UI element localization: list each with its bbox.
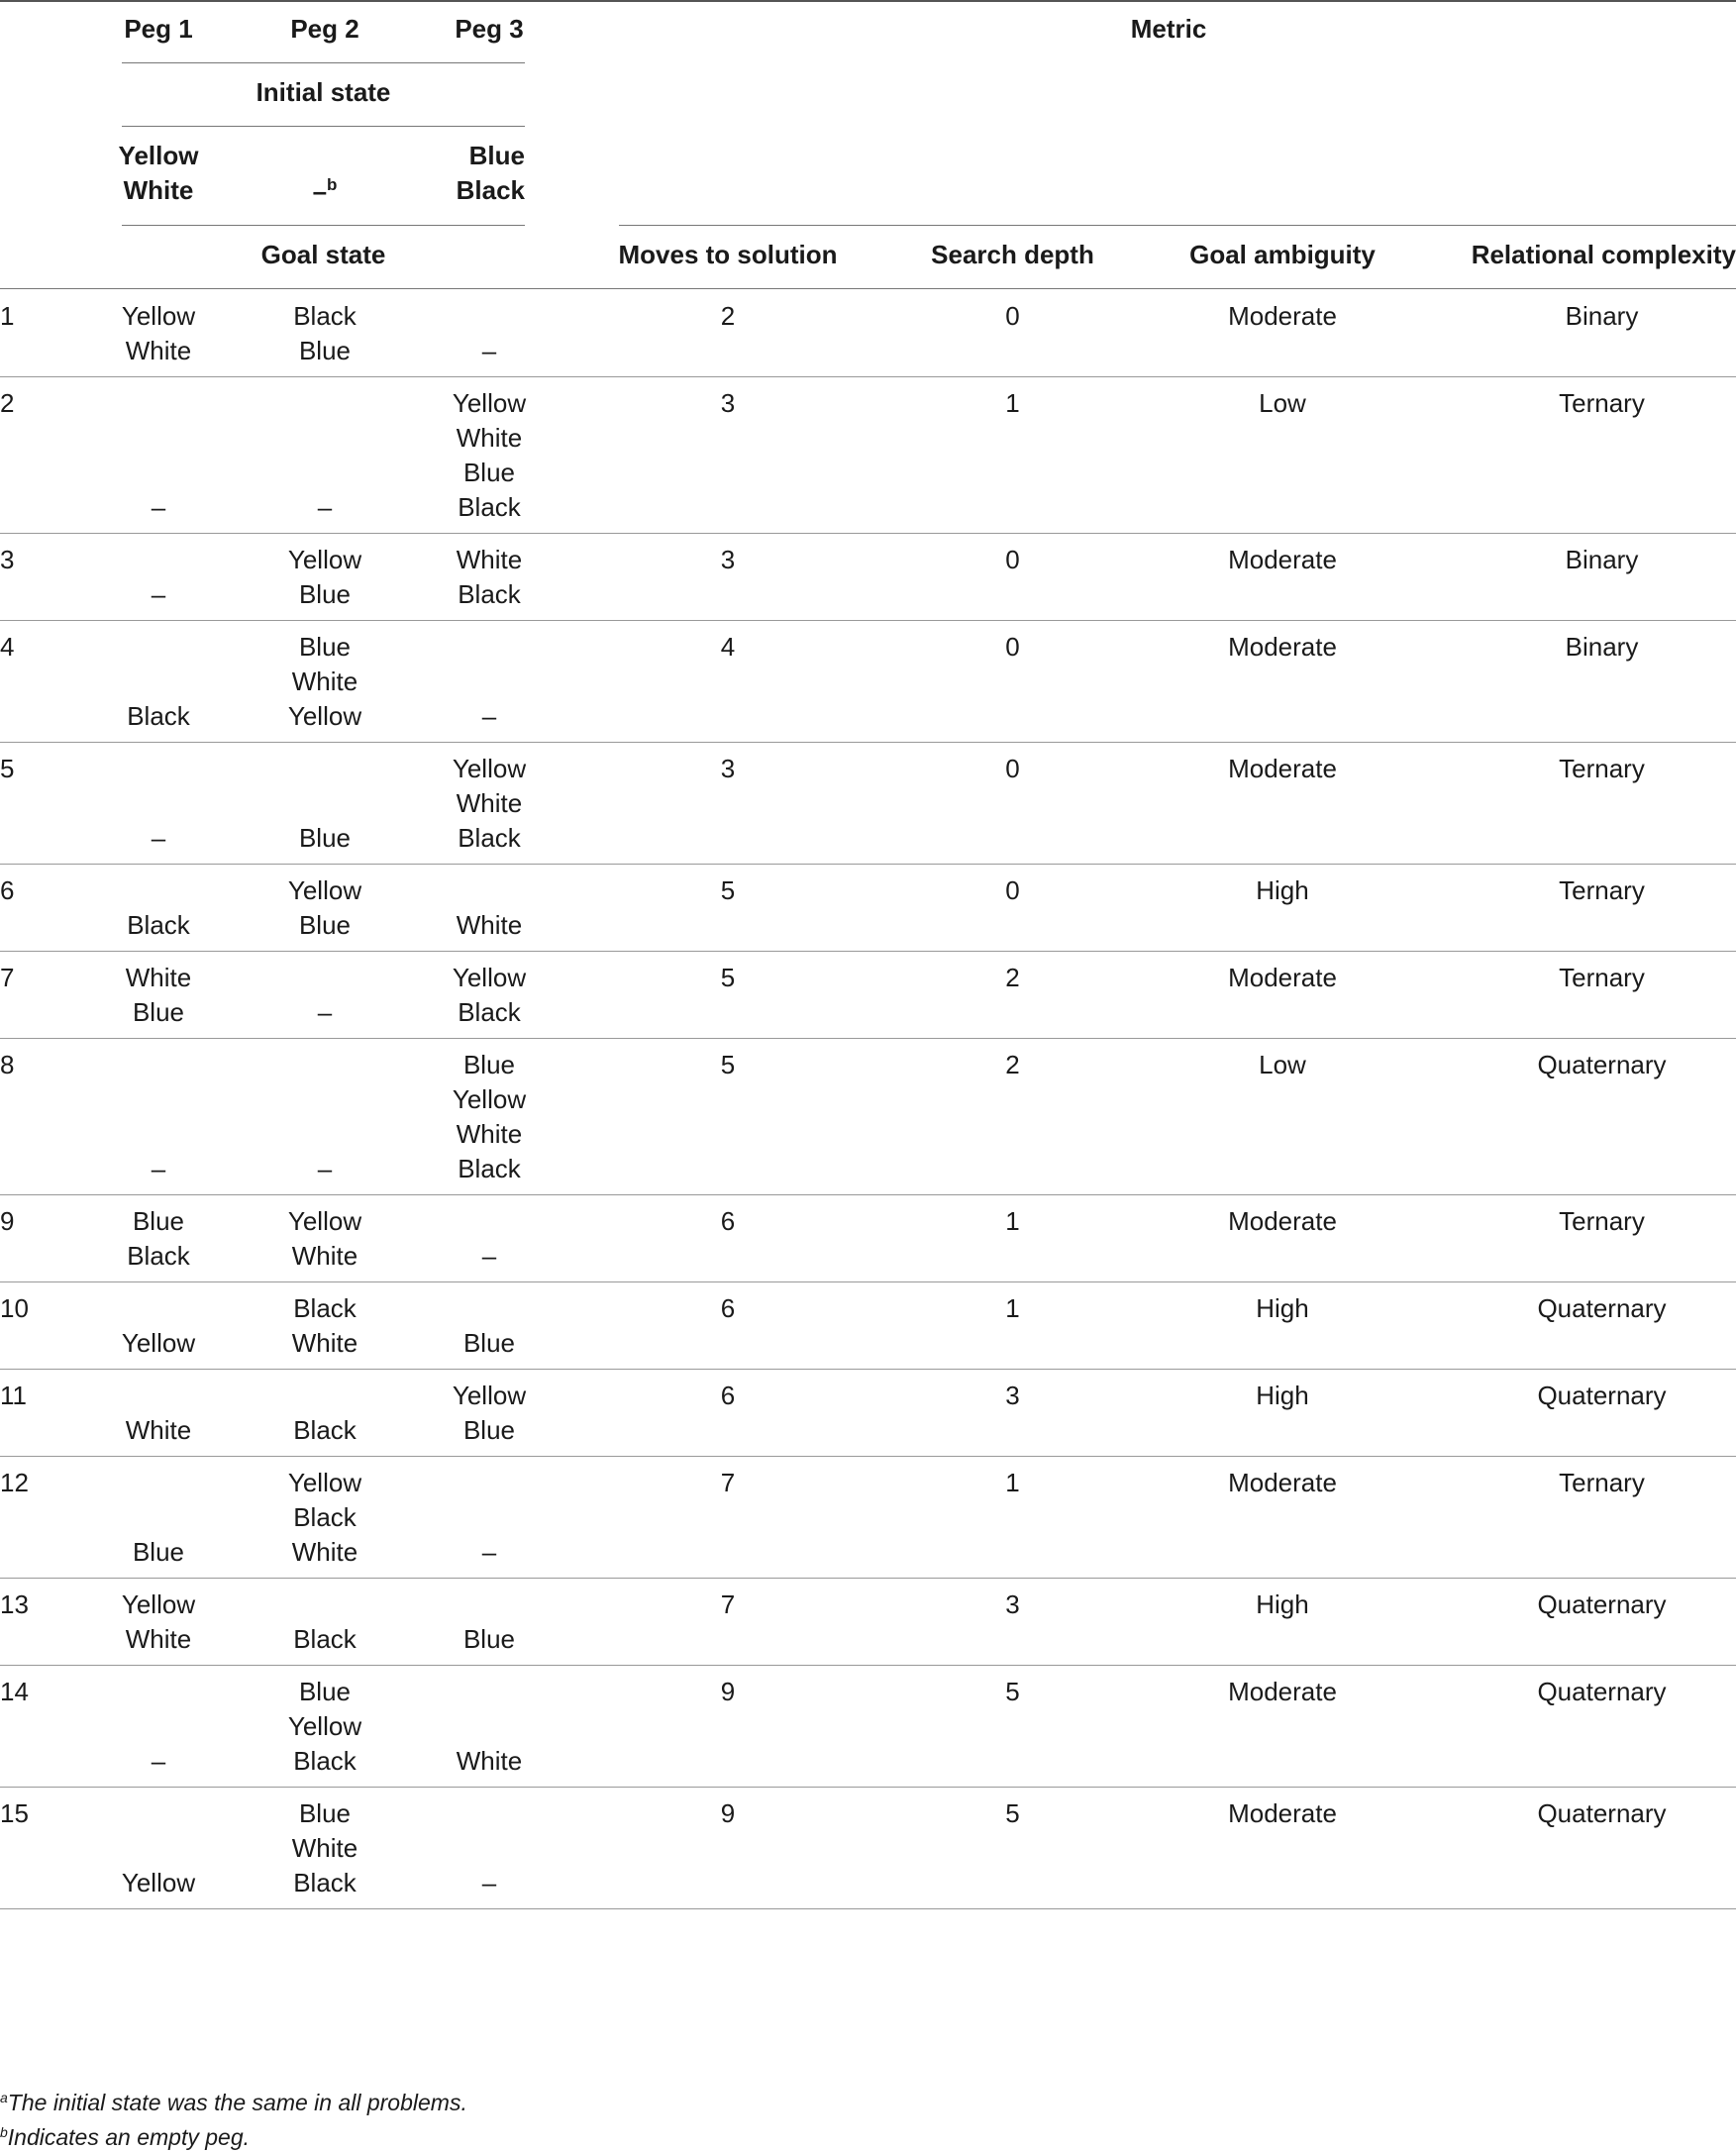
peg2-goal-item: Black [293, 301, 357, 331]
moves-to-solution-value: 5 [720, 963, 736, 992]
peg3-goal-item: Yellow [452, 754, 527, 783]
moves-to-solution-value: 4 [720, 632, 736, 662]
problem-number: 15 [0, 1798, 29, 1828]
peg2-goal-item: White [291, 1537, 358, 1567]
relational-complexity-value: Quaternary [1537, 1798, 1667, 1828]
peg2-goal-item: White [291, 666, 358, 696]
relational-complexity-value: Quaternary [1537, 1293, 1667, 1323]
search-depth-value: 0 [1005, 545, 1020, 574]
peg3-goal-item: – [481, 336, 497, 365]
peg2-goal-item: Black [293, 1868, 357, 1897]
search-depth-value: 2 [1005, 963, 1020, 992]
moves-to-solution-value: 9 [720, 1798, 736, 1828]
moves-to-solution-value: 6 [720, 1206, 736, 1236]
peg3-goal-item: Black [458, 997, 521, 1027]
search-depth-value: 1 [1005, 1206, 1020, 1236]
peg2-goal-item: Blue [298, 336, 352, 365]
search-depth-value: 0 [1005, 875, 1020, 905]
peg2-goal-item: Yellow [287, 1468, 362, 1497]
peg3-goal-item: Blue [462, 1624, 516, 1654]
peg3-goal-item: White [456, 910, 523, 940]
relational-complexity-value: Binary [1565, 632, 1639, 662]
peg1-goal-item: Yellow [121, 1589, 196, 1619]
moves-to-solution-value: 7 [720, 1589, 736, 1619]
peg2-goal-item: Yellow [287, 701, 362, 731]
header-metric: Metric [1130, 14, 1207, 44]
header-goal-state: Goal state [260, 240, 386, 269]
search-depth-value: 3 [1005, 1589, 1020, 1619]
search-depth-value: 1 [1005, 1293, 1020, 1323]
problem-number: 8 [0, 1050, 15, 1079]
moves-to-solution-value: 3 [720, 754, 736, 783]
peg2-goal-item: Blue [298, 823, 352, 853]
problem-number: 4 [0, 632, 15, 662]
moves-to-solution-value: 9 [720, 1677, 736, 1706]
peg3-goal-item: – [481, 1868, 497, 1897]
peg3-goal-item: Blue [462, 1328, 516, 1358]
peg3-goal-item: Black [458, 823, 521, 853]
header-peg1: Peg 1 [124, 14, 193, 44]
peg1-goal-item: White [125, 1624, 192, 1654]
moves-to-solution-value: 7 [720, 1468, 736, 1497]
problem-number: 11 [0, 1381, 27, 1410]
problem-number: 1 [0, 301, 15, 331]
relational-complexity-value: Binary [1565, 545, 1639, 574]
peg2-goal-item: White [291, 1833, 358, 1863]
peg2-goal-item: Yellow [287, 545, 362, 574]
search-depth-value: 0 [1005, 632, 1020, 662]
search-depth-value: 0 [1005, 301, 1020, 331]
peg3-goal-item: White [456, 423, 523, 453]
search-depth-value: 3 [1005, 1381, 1020, 1410]
peg3-goal-item: Black [458, 1154, 521, 1183]
initial-peg2-empty: –$^b$ [312, 175, 338, 206]
peg1-goal-item: – [151, 492, 166, 522]
peg3-goal-item: Blue [462, 1415, 516, 1445]
goal-ambiguity-value: Low [1259, 388, 1306, 418]
relational-complexity-value: Ternary [1559, 1206, 1645, 1236]
initial-state-rule-bottom [122, 126, 525, 127]
peg1-goal-item: Yellow [121, 301, 196, 331]
goal-ambiguity-value: Moderate [1228, 632, 1337, 662]
relational-complexity-value: Quaternary [1537, 1677, 1667, 1706]
problem-number: 6 [0, 875, 15, 905]
peg2-goal-item: Blue [298, 579, 352, 609]
peg2-goal-item: Yellow [287, 1206, 362, 1236]
problem-number: 13 [0, 1589, 29, 1619]
peg2-goal-item: Black [293, 1293, 357, 1323]
header-relational-complexity: Relational complexity [1471, 240, 1736, 269]
peg2-goal-item: Black [293, 1746, 357, 1776]
relational-complexity-value: Ternary [1559, 875, 1645, 905]
peg2-goal-item: Blue [298, 1798, 352, 1828]
initial-peg1-item-1: White [123, 175, 194, 205]
peg2-goal-item: Yellow [287, 1711, 362, 1741]
peg1-goal-item: White [125, 336, 192, 365]
peg2-goal-item: Black [293, 1415, 357, 1445]
peg3-goal-item: Black [458, 579, 521, 609]
goal-ambiguity-value: Moderate [1228, 1677, 1337, 1706]
peg1-goal-item: Black [127, 701, 190, 731]
peg2-goal-item: – [317, 997, 333, 1027]
goal-ambiguity-value: Moderate [1228, 1206, 1337, 1236]
peg1-goal-item: – [151, 1154, 166, 1183]
goal-ambiguity-value: Moderate [1228, 1798, 1337, 1828]
peg3-goal-item: White [456, 1746, 523, 1776]
peg3-goal-item: White [456, 1119, 523, 1149]
peg2-goal-item: Blue [298, 1677, 352, 1706]
moves-to-solution-value: 5 [720, 875, 736, 905]
relational-complexity-value: Ternary [1559, 963, 1645, 992]
moves-to-solution-value: 6 [720, 1381, 736, 1410]
header-goal-ambiguity: Goal ambiguity [1189, 240, 1376, 269]
relational-complexity-value: Quaternary [1537, 1589, 1667, 1619]
initial-state-rule-top [122, 62, 525, 63]
goal-ambiguity-value: High [1256, 1381, 1309, 1410]
header-peg2: Peg 2 [290, 14, 359, 44]
peg1-goal-item: – [151, 579, 166, 609]
peg2-goal-item: Black [293, 1624, 357, 1654]
peg1-goal-item: – [151, 823, 166, 853]
problem-number: 9 [0, 1206, 15, 1236]
peg2-goal-item: Blue [298, 632, 352, 662]
peg1-goal-item: Blue [132, 1206, 185, 1236]
problem-number: 2 [0, 388, 15, 418]
goal-ambiguity-value: Moderate [1228, 754, 1337, 783]
peg1-goal-item: – [151, 1746, 166, 1776]
header-search-depth: Search depth [931, 240, 1094, 269]
search-depth-value: 0 [1005, 754, 1020, 783]
relational-complexity-value: Ternary [1559, 754, 1645, 783]
peg1-goal-item: Blue [132, 1537, 185, 1567]
goal-ambiguity-value: High [1256, 1589, 1309, 1619]
header-moves-to-solution: Moves to solution [618, 240, 838, 269]
search-depth-value: 5 [1005, 1798, 1020, 1828]
search-depth-value: 5 [1005, 1677, 1020, 1706]
header-peg3: Peg 3 [455, 14, 524, 44]
table-top-rule [0, 0, 1736, 2]
relational-complexity-value: Ternary [1559, 1468, 1645, 1497]
goal-ambiguity-value: Moderate [1228, 963, 1337, 992]
goal-ambiguity-value: Moderate [1228, 545, 1337, 574]
peg3-goal-item: White [456, 788, 523, 818]
peg1-goal-item: Black [127, 910, 190, 940]
peg2-goal-item: Blue [298, 910, 352, 940]
moves-to-solution-value: 3 [720, 545, 736, 574]
peg1-goal-item: White [125, 963, 192, 992]
initial-peg1-item-0: Yellow [118, 141, 199, 170]
goal-ambiguity-value: High [1256, 875, 1309, 905]
peg2-goal-item: Yellow [287, 875, 362, 905]
peg2-goal-item: – [317, 492, 333, 522]
peg3-goal-item: – [481, 1241, 497, 1271]
problem-number: 14 [0, 1677, 29, 1706]
relational-complexity-value: Quaternary [1537, 1050, 1667, 1079]
peg1-goal-item: Black [127, 1241, 190, 1271]
goal-ambiguity-value: Moderate [1228, 301, 1337, 331]
footnote-b: $^b$Indicates an empty peg. [0, 2124, 251, 2150]
peg2-goal-item: – [317, 1154, 333, 1183]
peg3-goal-item: Black [458, 492, 521, 522]
peg1-goal-item: White [125, 1415, 192, 1445]
moves-to-solution-value: 6 [720, 1293, 736, 1323]
moves-to-solution-value: 3 [720, 388, 736, 418]
peg3-goal-item: – [481, 701, 497, 731]
peg3-goal-item: Yellow [452, 1381, 527, 1410]
initial-peg3-item-0: Blue [468, 141, 525, 170]
initial-peg3-item-1: Black [456, 175, 525, 205]
peg2-goal-item: White [291, 1241, 358, 1271]
problem-number: 3 [0, 545, 15, 574]
search-depth-value: 1 [1005, 388, 1020, 418]
peg1-goal-item: Yellow [121, 1868, 196, 1897]
relational-complexity-value: Binary [1565, 301, 1639, 331]
relational-complexity-value: Quaternary [1537, 1381, 1667, 1410]
peg3-goal-item: Blue [462, 458, 516, 487]
peg3-goal-item: – [481, 1537, 497, 1567]
goal-ambiguity-value: High [1256, 1293, 1309, 1323]
problem-number: 7 [0, 963, 15, 992]
problem-number: 12 [0, 1468, 29, 1497]
goal-state-rule [122, 225, 525, 226]
peg1-goal-item: Blue [132, 997, 185, 1027]
peg3-goal-item: White [456, 545, 523, 574]
peg2-goal-item: White [291, 1328, 358, 1358]
metric-rule [619, 225, 1736, 226]
footnote-a: $^a$The initial state was the same in all problems. [0, 2090, 467, 2115]
goal-ambiguity-value: Moderate [1228, 1468, 1337, 1497]
moves-to-solution-value: 2 [720, 301, 736, 331]
goal-ambiguity-value: Low [1259, 1050, 1306, 1079]
search-depth-value: 2 [1005, 1050, 1020, 1079]
moves-to-solution-value: 5 [720, 1050, 736, 1079]
peg2-goal-item: Black [293, 1502, 357, 1532]
peg3-goal-item: Yellow [452, 963, 527, 992]
peg1-goal-item: Yellow [121, 1328, 196, 1358]
peg3-goal-item: Yellow [452, 1084, 527, 1114]
row-separator [0, 1908, 1736, 1909]
problem-number: 5 [0, 754, 15, 783]
problem-number: 10 [0, 1293, 29, 1323]
search-depth-value: 1 [1005, 1468, 1020, 1497]
relational-complexity-value: Ternary [1559, 388, 1645, 418]
peg3-goal-item: Blue [462, 1050, 516, 1079]
peg3-goal-item: Yellow [452, 388, 527, 418]
header-initial-state: Initial state [255, 77, 391, 107]
